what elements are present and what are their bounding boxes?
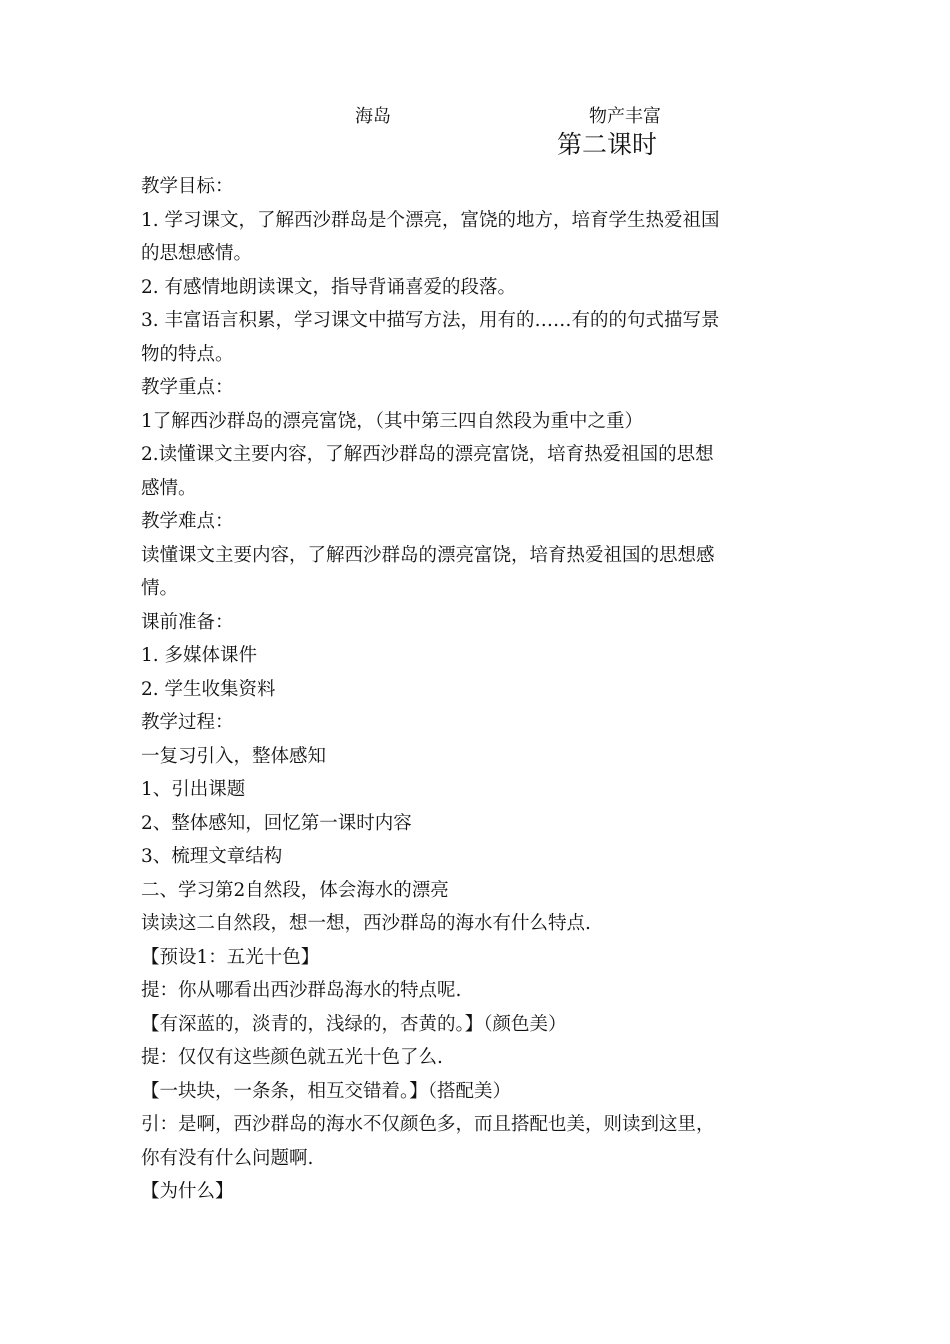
text-line: 提：你从哪看出西沙群岛海水的特点呢.: [141, 980, 462, 1001]
text-line: 提：仅仅有这些颜色就五光十色了么.: [141, 1047, 443, 1068]
text-line: 二、学习第2自然段，体会海水的漂亮: [141, 879, 449, 901]
header-lesson-name: 海岛: [355, 106, 391, 127]
text-line: 2. 学生收集资料: [141, 678, 276, 700]
text-line: 读读这二自然段，想一想，西沙群岛的海水有什么特点.: [141, 913, 591, 934]
text-line: 【有深蓝的，淡青的，浅绿的，杏黄的。】（颜色美）: [141, 1013, 567, 1035]
text-line: 情。: [141, 578, 179, 599]
text-line: 1了解西沙群岛的漂亮富饶，（其中第三四自然段为重中之重）: [141, 410, 644, 432]
text-line: 【一块块，一条条，相互交错着。】（搭配美）: [141, 1080, 512, 1102]
text-line: 引：是啊，西沙群岛的海水不仅颜色多，而且搭配也美，则读到这里，: [141, 1114, 715, 1135]
text-line: 【为什么】: [141, 1181, 234, 1202]
text-line: 教学重点：: [141, 377, 234, 398]
text-line: 3、梳理文章结构: [141, 846, 283, 867]
text-line: 课前准备：: [141, 611, 234, 633]
text-line: 2、整体感知，回忆第一课时内容: [141, 812, 412, 834]
text-line: 3. 丰富语言积累，学习课文中描写方法，用有的……有的的句式描写景: [141, 310, 720, 331]
text-line: 2.读懂课文主要内容，了解西沙群岛的漂亮富饶，培育热爱祖国的思想: [141, 444, 714, 465]
text-line: 感情。: [141, 477, 197, 499]
text-line: 1. 学习课文，了解西沙群岛是个漂亮，富饶的地方，培育学生热爱祖国: [141, 209, 720, 231]
text-line: 一复习引入，整体感知: [141, 745, 327, 767]
document-body: [141, 170, 821, 1209]
text-line: 1、引出课题: [141, 779, 246, 800]
text-line: 的思想感情。: [141, 243, 253, 264]
text-line: 2. 有感情地朗读课文，指导背诵喜爱的段落。: [141, 276, 517, 298]
text-line: 教学过程：: [141, 712, 234, 733]
text-line: 教学难点：: [141, 511, 234, 532]
page-title: 第二课时: [557, 130, 658, 159]
text-line: 你有没有什么问题啊.: [141, 1147, 314, 1169]
header-lesson-subtitle: 物产丰富: [589, 106, 661, 127]
text-line: 读懂课文主要内容，了解西沙群岛的漂亮富饶，培育热爱祖国的思想感: [141, 544, 715, 566]
text-line: 【预设1：五光十色】: [141, 946, 320, 968]
text-line: 教学目标：: [141, 176, 234, 197]
text-line: 物的特点。: [141, 343, 234, 365]
text-line: 1. 多媒体课件: [141, 645, 258, 666]
